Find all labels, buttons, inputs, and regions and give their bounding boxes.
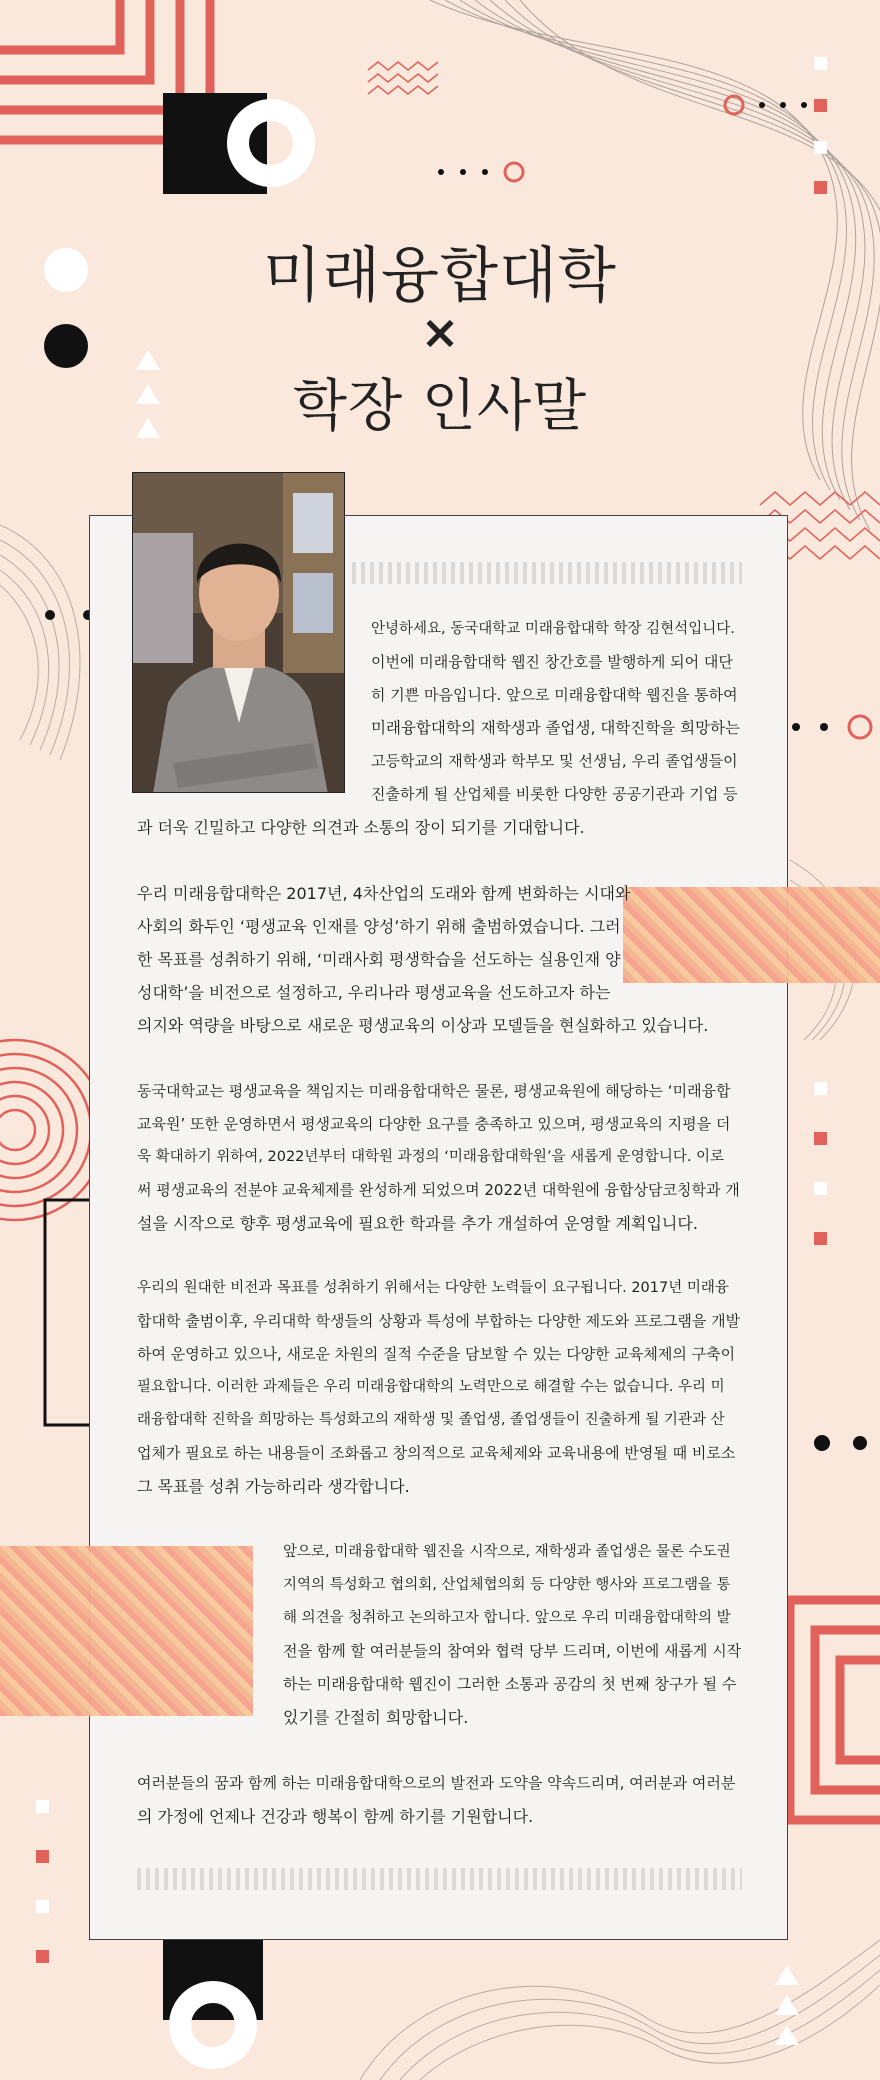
text-line: 필요합니다. 이러한 과제들은 우리 미래융합대학의 노력만으로 해결할 수는 없습니다. 우리 미 <box>137 1379 725 1395</box>
text-line: 하여 운영하고 있으나, 새로운 차원의 질적 수준을 담보할 수 있는 다양한 교육체제의 구축이 <box>137 1345 736 1363</box>
text-line: 성대학’을 비전으로 설정하고, 우리나라 평생교육을 선도하고자 하는 <box>137 983 611 1002</box>
decor-patch-left <box>0 1546 253 1716</box>
page-subtitle: 학장 인사말 <box>292 374 588 439</box>
text-line: 의 가정에 언제나 건강과 행복이 함께 하기를 기원합니다. <box>137 1807 534 1826</box>
text-line: 합대학 출범이후, 우리대학 학생들의 상황과 특성에 부합하는 다양한 제도와 프로그램을 개발 <box>137 1312 741 1330</box>
text-line: 욱 확대하기 위하여, 2022년부터 대학원 과정의 ‘미래융합대학원’을 새롭게 운영합니다. 이로 <box>137 1149 725 1165</box>
text-line: 의지와 역량을 바탕으로 새로운 평생교육의 이상과 모델들을 현실화하고 있습니다. <box>137 1016 709 1035</box>
paragraph-greeting <box>137 613 742 844</box>
text-line: 히 기쁜 마음입니다. 앞으로 미래융합대학 웹진을 통하여 <box>371 686 738 704</box>
text-line: 전을 함께 할 여러분들의 참여와 협력 당부 드리며, 이번에 새롭게 시작 <box>283 1642 742 1660</box>
text-line: 고등학교의 재학생과 학부모 및 선생님, 우리 졸업생들이 <box>371 752 738 770</box>
text-line: 안녕하세요, 동국대학교 미래융합대학 학장 김현석입니다. <box>371 621 735 637</box>
ring-icon <box>238 110 304 176</box>
divider-top <box>352 562 742 584</box>
paragraph-webzine <box>283 1536 742 1734</box>
text-line: 과 더욱 긴밀하고 다양한 의견과 소통의 장이 되기를 기대합니다. <box>137 818 585 837</box>
text-line: 앞으로, 미래융합대학 웹진을 시작으로, 재학생과 졸업생은 물론 수도권 <box>283 1544 731 1560</box>
text-line: 설을 시작으로 향후 평생교육에 필요한 학과를 추가 개설하여 운영할 계획입니다. <box>137 1214 698 1233</box>
text-line: 한 목표를 성취하기 위해, ‘미래사회 평생학습을 선도하는 실용인재 양 <box>137 950 621 969</box>
text-line: 사회의 화두인 ‘평생교육 인재를 양성’하기 위해 출범하였습니다. 그러 <box>137 917 621 936</box>
times-symbol: × <box>420 305 460 359</box>
text-line: 하는 미래융합대학 웹진이 그러한 소통과 공감의 첫 번째 창구가 될 수 <box>283 1675 737 1693</box>
paragraph-mission <box>137 877 742 1042</box>
paragraph-closing <box>137 1767 742 1833</box>
text-line: 우리의 원대한 비전과 목표를 성취하기 위해서는 다양한 노력들이 요구됩니다. 2017년 미래융 <box>137 1280 729 1296</box>
text-line: 있기를 간절히 희망합니다. <box>283 1708 469 1727</box>
page-title: 미래융합대학 <box>263 241 617 311</box>
text-line: 여러분들의 꿈과 함께 하는 미래융합대학으로의 발전과 도약을 약속드리며, 여러분과 여러분 <box>137 1774 736 1792</box>
zigzag-icon <box>368 62 438 94</box>
text-line: 써 평생교육의 전분야 교육체제를 완성하게 되었으며 2022년 대학원에 융합상담코칭학과 개 <box>137 1181 740 1199</box>
text-line: 해 의견을 청취하고 논의하고자 합니다. 앞으로 우리 미래융합대학의 발 <box>283 1610 731 1626</box>
text-line: 업체가 필요로 하는 내용들이 조화롭고 창의적으로 교육체제와 교육내용에 반영될 때 비로소 <box>137 1444 736 1462</box>
text-line: 미래융합대학의 재학생과 졸업생, 대학진학을 희망하는 <box>371 719 741 737</box>
paragraph-vision <box>137 1272 742 1503</box>
text-line: 이번에 미래융합대학 웹진 창간호를 발행하게 되어 대단 <box>371 653 733 671</box>
text-line: 그 목표를 성취 가능하리라 생각합니다. <box>137 1477 410 1496</box>
divider-bottom <box>137 1868 742 1890</box>
text-line: 우리 미래융합대학은 2017년, 4차산업의 도래와 함께 변화하는 시대와 <box>137 884 631 903</box>
text-line: 래융합대학 진학을 희망하는 특성화고의 재학생 및 졸업생, 졸업생들이 진출하게 될 기관과 산 <box>137 1412 725 1428</box>
text-line: 진출하게 될 산업체를 비롯한 다양한 공공기관과 기업 등 <box>371 785 738 803</box>
text-line: 지역의 특성화고 협의회, 산업체협의회 등 다양한 행사와 프로그램을 통 <box>283 1577 731 1593</box>
paragraph-programs <box>137 1075 742 1240</box>
text-line: 교육원’ 또한 운영하면서 평생교육의 다양한 요구를 충족하고 있으며, 평생교육의 지평을 더 <box>137 1115 731 1133</box>
text-line: 동국대학교는 평생교육을 책임지는 미래융합대학은 물론, 평생교육원에 해당하는 ‘미래융합 <box>137 1082 731 1100</box>
